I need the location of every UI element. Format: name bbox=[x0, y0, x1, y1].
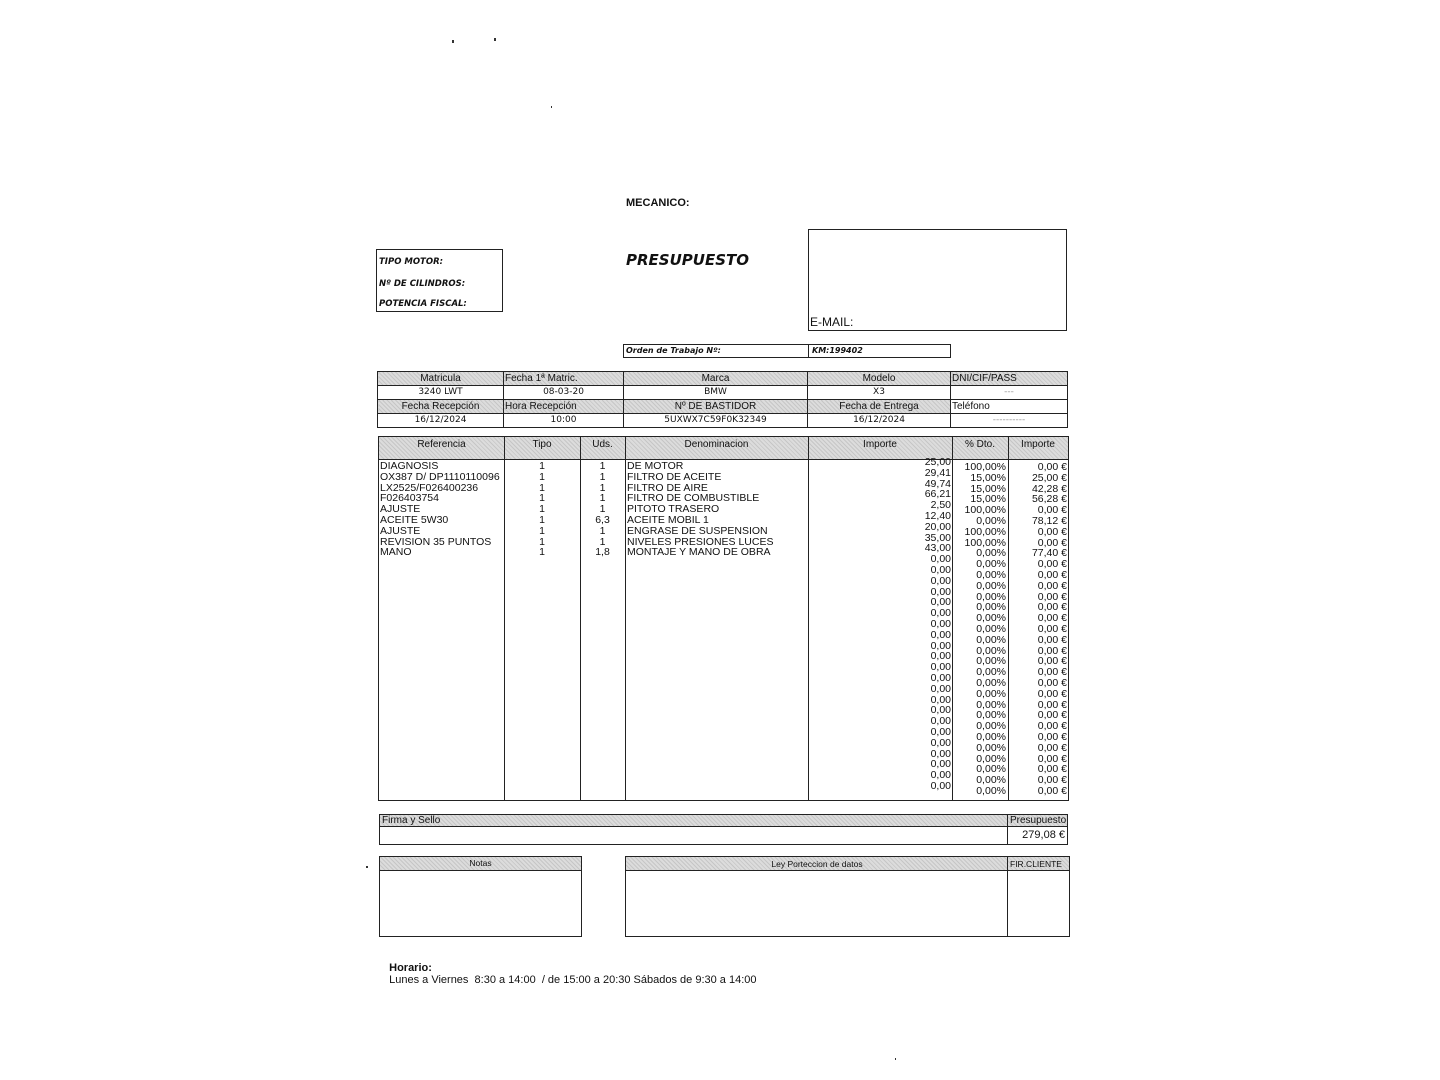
cilindros-label: Nº DE CILINDROS: bbox=[379, 279, 466, 289]
item-importe: 20,00 bbox=[924, 520, 951, 533]
items-column-denominacion bbox=[627, 461, 807, 558]
item-uds: 1 bbox=[599, 524, 606, 537]
item-referencia: REVISION 35 PUNTOS bbox=[380, 535, 492, 548]
item-total: 42,28 € bbox=[1031, 482, 1067, 495]
item-importe: 0,00 bbox=[930, 574, 951, 587]
scan-speck bbox=[494, 38, 496, 41]
vehicle-matricula: 3240 LWT bbox=[378, 386, 504, 400]
item-dto: 0,00% bbox=[976, 622, 1006, 635]
item-total: 0,00 € bbox=[1037, 568, 1067, 581]
item-importe: 29,41 bbox=[924, 466, 951, 479]
item-total: 0,00 € bbox=[1037, 655, 1067, 668]
vehicle-header-fecha-entrega: Fecha de Entrega bbox=[808, 400, 951, 414]
motor-info-box bbox=[376, 249, 503, 312]
item-tipo: 1 bbox=[539, 535, 545, 548]
item-dto: 0,00% bbox=[976, 601, 1006, 614]
horario-text: Lunes a Viernes 8:30 a 14:00 / de 15:00 a 20:30 Sábados de 9:30 a 14:00 bbox=[389, 974, 757, 986]
item-dto: 0,00% bbox=[976, 590, 1006, 603]
item-dto: 100,00% bbox=[964, 461, 1006, 473]
item-total: 0,00 € bbox=[1037, 666, 1067, 679]
item-dto: 0,00% bbox=[976, 633, 1006, 646]
items-column-uds bbox=[580, 461, 625, 558]
item-importe: 0,00 bbox=[930, 779, 951, 792]
item-denominacion: ACEITE MOBIL 1 bbox=[627, 513, 709, 526]
item-uds: 1 bbox=[599, 492, 606, 505]
page-title: PRESUPUESTO bbox=[626, 251, 749, 269]
item-total: 0,00 € bbox=[1037, 601, 1067, 614]
vehicle-telefono: ---------- bbox=[951, 414, 1068, 428]
item-importe: 0,00 bbox=[930, 596, 951, 609]
item-total: 77,40 € bbox=[1031, 547, 1067, 560]
items-table bbox=[378, 436, 1069, 801]
fir-cliente-label: FIR.CLIENTE bbox=[1010, 859, 1062, 869]
item-dto: 0,00% bbox=[976, 568, 1006, 581]
item-denominacion: MONTAJE Y MANO DE OBRA bbox=[627, 546, 771, 559]
item-referencia: ACEITE 5W30 bbox=[380, 513, 449, 526]
presupuesto-label: Presupuesto bbox=[1010, 815, 1067, 826]
tipo-motor-label: TIPO MOTOR: bbox=[379, 257, 444, 267]
item-importe: 0,00 bbox=[930, 617, 951, 630]
item-importe: 2,50 bbox=[930, 499, 951, 512]
item-dto: 15,00% bbox=[970, 471, 1006, 484]
item-total: 0,00 € bbox=[1037, 676, 1067, 689]
item-dto: 0,00% bbox=[976, 687, 1006, 700]
item-importe: 43,00 bbox=[924, 542, 951, 555]
item-total: 0,00 € bbox=[1037, 525, 1067, 538]
vehicle-header-dni: DNI/CIF/PASS bbox=[951, 372, 1068, 386]
items-header-dto: % Dto. bbox=[964, 439, 995, 450]
item-dto: 0,00% bbox=[976, 698, 1006, 711]
items-header-tipo: Tipo bbox=[532, 439, 552, 450]
km-label: KM:199402 bbox=[812, 346, 863, 355]
item-dto: 0,00% bbox=[976, 763, 1006, 776]
vehicle-header-modelo: Modelo bbox=[808, 372, 951, 386]
item-total: 0,00 € bbox=[1037, 558, 1067, 571]
item-dto: 100,00% bbox=[964, 504, 1006, 517]
horario-line bbox=[383, 950, 757, 986]
horario-label: Horario: bbox=[389, 962, 432, 974]
item-dto: 0,00% bbox=[976, 676, 1006, 689]
item-dto: 0,00% bbox=[976, 774, 1006, 787]
item-importe: 0,00 bbox=[930, 682, 951, 695]
items-column-tipo bbox=[504, 461, 580, 558]
vehicle-header-marca: Marca bbox=[624, 372, 808, 386]
item-dto: 0,00% bbox=[976, 666, 1006, 679]
notas-box bbox=[379, 856, 582, 937]
item-dto: 0,00% bbox=[976, 612, 1006, 625]
item-total: 0,00 € bbox=[1037, 720, 1067, 733]
item-total: 0,00 € bbox=[1037, 752, 1067, 765]
item-referencia: MANO bbox=[380, 546, 412, 559]
item-uds: 1 bbox=[599, 481, 606, 494]
item-dto: 0,00% bbox=[976, 741, 1006, 754]
item-total: 0,00 € bbox=[1037, 709, 1067, 722]
item-importe: 66,21 bbox=[924, 488, 951, 501]
vehicle-fecha-recepcion: 16/12/2024 bbox=[378, 414, 504, 428]
item-total: 0,00 € bbox=[1037, 730, 1067, 743]
item-importe: 0,00 bbox=[930, 758, 951, 771]
vehicle-dni: --- bbox=[951, 386, 1068, 400]
item-importe: 25,00 bbox=[924, 456, 951, 468]
item-total: 0,00 € bbox=[1037, 536, 1067, 549]
item-tipo: 1 bbox=[539, 460, 545, 472]
item-denominacion: FILTRO DE COMBUSTIBLE bbox=[627, 492, 760, 505]
item-total: 0,00 € bbox=[1037, 741, 1067, 754]
item-total: 0,00 € bbox=[1037, 774, 1067, 787]
item-referencia: F026403754 bbox=[380, 492, 439, 505]
item-denominacion: NIVELES PRESIONES LUCES bbox=[627, 535, 774, 548]
item-uds: 1 bbox=[599, 470, 606, 483]
item-dto: 0,00% bbox=[976, 752, 1006, 765]
item-importe: 0,00 bbox=[930, 661, 951, 674]
item-dto: 100,00% bbox=[964, 525, 1006, 538]
item-tipo: 1 bbox=[539, 513, 545, 526]
item-dto: 15,00% bbox=[970, 493, 1006, 506]
item-uds: 1,8 bbox=[595, 546, 610, 559]
item-importe: 0,00 bbox=[930, 607, 951, 620]
mecanico-label: MECANICO: bbox=[626, 197, 690, 209]
item-denominacion: FILTRO DE ACEITE bbox=[627, 470, 722, 483]
item-dto: 0,00% bbox=[976, 579, 1006, 592]
item-importe: 0,00 bbox=[930, 628, 951, 641]
item-dto: 0,00% bbox=[976, 720, 1006, 733]
item-total: 0,00 € bbox=[1037, 687, 1067, 700]
presupuesto-total: 279,08 € bbox=[1022, 829, 1065, 841]
items-column-importe bbox=[808, 457, 951, 792]
item-tipo: 1 bbox=[539, 492, 545, 505]
item-dto: 100,00% bbox=[964, 536, 1006, 549]
item-importe: 0,00 bbox=[930, 693, 951, 706]
item-referencia: AJUSTE bbox=[380, 524, 421, 537]
item-total: 0,00 € bbox=[1037, 784, 1067, 797]
item-total: 56,28 € bbox=[1031, 493, 1067, 506]
vehicle-marca: BMW bbox=[624, 386, 808, 400]
scan-speck bbox=[895, 1058, 896, 1060]
vehicle-header-fecha-matric: Fecha 1ª Matric. bbox=[504, 372, 624, 386]
scan-speck bbox=[551, 106, 552, 108]
vehicle-info-table bbox=[377, 371, 1067, 428]
vehicle-header-fecha-recepcion: Fecha Recepción bbox=[378, 400, 504, 414]
item-denominacion: ENGRASE DE SUSPENSION bbox=[627, 524, 768, 537]
item-uds: 1 bbox=[599, 503, 606, 516]
item-uds: 1 bbox=[599, 535, 606, 548]
client-box bbox=[808, 229, 1067, 331]
item-referencia: AJUSTE bbox=[380, 503, 421, 516]
notas-label: Notas bbox=[469, 858, 492, 868]
items-header-uds: Uds. bbox=[592, 439, 613, 450]
item-dto: 0,00% bbox=[976, 644, 1006, 657]
vehicle-hora-recepcion: 10:00 bbox=[504, 414, 624, 428]
item-importe: 0,00 bbox=[930, 747, 951, 760]
scan-speck bbox=[366, 866, 368, 868]
item-referencia: DIAGNOSIS bbox=[380, 460, 439, 472]
orden-trabajo-label: Orden de Trabajo Nº: bbox=[626, 346, 721, 355]
item-importe: 0,00 bbox=[930, 639, 951, 652]
item-uds: 6,3 bbox=[595, 513, 610, 526]
items-column-referencia bbox=[380, 461, 503, 558]
item-importe: 0,00 bbox=[930, 563, 951, 576]
item-importe: 35,00 bbox=[924, 531, 951, 544]
item-importe: 0,00 bbox=[930, 671, 951, 684]
vehicle-header-matricula: Matricula bbox=[378, 372, 504, 386]
potencia-label: POTENCIA FISCAL: bbox=[379, 299, 467, 309]
item-tipo: 1 bbox=[539, 503, 545, 516]
item-tipo: 1 bbox=[539, 524, 545, 537]
ley-datos-box bbox=[625, 856, 1070, 937]
item-dto: 0,00% bbox=[976, 558, 1006, 571]
item-tipo: 1 bbox=[539, 481, 545, 494]
item-dto: 0,00% bbox=[976, 655, 1006, 668]
item-importe: 0,00 bbox=[930, 715, 951, 728]
vehicle-bastidor: 5UXWX7C59F0K32349 bbox=[624, 414, 808, 428]
item-total: 25,00 € bbox=[1031, 471, 1067, 484]
ley-datos-label: Ley Porteccion de datos bbox=[771, 859, 863, 869]
item-denominacion: FILTRO DE AIRE bbox=[627, 481, 708, 494]
item-importe: 0,00 bbox=[930, 725, 951, 738]
item-total: 0,00 € bbox=[1037, 461, 1067, 473]
item-denominacion: DE MOTOR bbox=[627, 460, 684, 472]
items-header-importe-total: Importe bbox=[1021, 439, 1055, 450]
items-header-denominacion: Denominacion bbox=[684, 439, 749, 450]
scan-speck bbox=[452, 40, 454, 43]
item-tipo: 1 bbox=[539, 546, 545, 559]
item-total: 0,00 € bbox=[1037, 622, 1067, 635]
item-dto: 0,00% bbox=[976, 514, 1006, 527]
vehicle-header-hora-recepcion: Hora Recepción bbox=[504, 400, 624, 414]
item-importe: 12,40 bbox=[924, 509, 951, 522]
item-total: 0,00 € bbox=[1037, 612, 1067, 625]
items-header-importe: Importe bbox=[863, 439, 897, 450]
vehicle-fecha-matric: 08-03-20 bbox=[504, 386, 624, 400]
vehicle-fecha-entrega: 16/12/2024 bbox=[808, 414, 951, 428]
item-importe: 0,00 bbox=[930, 650, 951, 663]
item-dto: 0,00% bbox=[976, 730, 1006, 743]
vehicle-modelo: X3 bbox=[808, 386, 951, 400]
item-total: 0,00 € bbox=[1037, 579, 1067, 592]
firma-sello-label: Firma y Sello bbox=[382, 815, 441, 826]
item-referencia: LX2525/F026400236 bbox=[380, 481, 479, 494]
item-denominacion: PITOTO TRASERO bbox=[627, 503, 720, 516]
email-label: E-MAIL: bbox=[810, 315, 854, 329]
item-tipo: 1 bbox=[539, 470, 545, 483]
item-total: 0,00 € bbox=[1037, 504, 1067, 517]
item-total: 0,00 € bbox=[1037, 633, 1067, 646]
orden-trabajo-box bbox=[623, 344, 951, 358]
item-importe: 0,00 bbox=[930, 585, 951, 598]
item-total: 78,12 € bbox=[1031, 514, 1067, 527]
item-total: 0,00 € bbox=[1037, 590, 1067, 603]
items-column-total bbox=[1008, 462, 1067, 797]
item-total: 0,00 € bbox=[1037, 763, 1067, 776]
item-dto: 0,00% bbox=[976, 709, 1006, 722]
vehicle-header-telefono: Teléfono bbox=[951, 400, 1068, 414]
item-importe: 0,00 bbox=[930, 736, 951, 749]
items-header-referencia: Referencia bbox=[417, 439, 466, 450]
item-dto: 0,00% bbox=[976, 547, 1006, 560]
item-importe: 0,00 bbox=[930, 704, 951, 717]
item-referencia: OX387 D/ DP1110110096 bbox=[380, 470, 500, 483]
firma-presupuesto-box bbox=[379, 814, 1068, 845]
item-importe: 0,00 bbox=[930, 769, 951, 782]
items-column-dto bbox=[952, 462, 1006, 797]
vehicle-header-bastidor: Nº DE BASTIDOR bbox=[624, 400, 808, 414]
item-importe: 49,74 bbox=[924, 477, 951, 490]
item-total: 0,00 € bbox=[1037, 644, 1067, 657]
item-dto: 15,00% bbox=[970, 482, 1006, 495]
item-total: 0,00 € bbox=[1037, 698, 1067, 711]
item-dto: 0,00% bbox=[976, 784, 1006, 797]
item-uds: 1 bbox=[599, 460, 606, 472]
item-importe: 0,00 bbox=[930, 553, 951, 566]
